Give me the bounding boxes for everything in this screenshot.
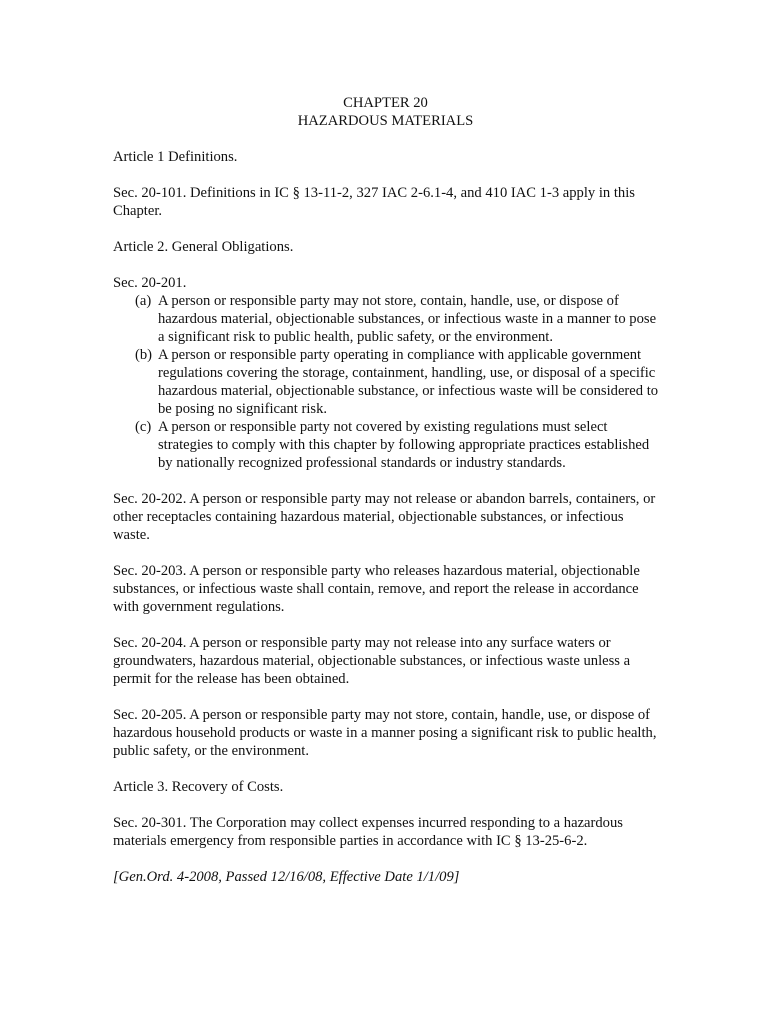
list-item [113, 418, 663, 472]
list-item-text: A person or responsible party operating in compliance with applicable government regulations covering the storage, containment, handling, use, or disposal of a specific hazardous material, objectionable substance, or infectious waste will be considered to be posing no significant risk. [158, 347, 659, 417]
section-20-204: Sec. 20-204. A person or responsible party may not release into any surface waters or groundwaters, hazardous material, objectionable substances, or infectious waste unless a permit for the release has been obtained. [113, 635, 631, 687]
list-item-text: A person or responsible party not covered by existing regulations must select strategies to comply with this chapter by following appropriate practices established by nationally recognized professional standards or industry standards. [158, 419, 650, 471]
section-20-203: Sec. 20-203. A person or responsible party who releases hazardous material, objectionable substances, or infectious waste shall contain, remove, and report the release in accordance with government regulations. [113, 563, 640, 615]
list-item-text: A person or responsible party may not store, contain, handle, use, or dispose of hazardous material, objectionable substances, or infectious waste in a manner to pose a significant risk to public health, public safety, or the environment. [158, 293, 657, 345]
document-page [113, 94, 663, 886]
list-item [113, 346, 663, 418]
ordinance-citation: [Gen.Ord. 4-2008, Passed 12/16/08, Effective Date 1/1/09] [113, 869, 460, 885]
list-marker: (b) [135, 347, 153, 363]
chapter-number: CHAPTER 20 [343, 95, 428, 111]
section-20-202: Sec. 20-202. A person or responsible party may not release or abandon barrels, containers, or other receptacles containing hazardous material, objectionable substances, or infectious waste. [113, 491, 656, 543]
section-20-301: Sec. 20-301. The Corporation may collect expenses incurred responding to a hazardous materials emergency from responsible parties in accordance with IC § 13-25-6-2. [113, 815, 623, 849]
article-3-heading: Article 3. Recovery of Costs. [113, 779, 284, 795]
section-20-201-list [113, 292, 663, 472]
chapter-title: HAZARDOUS MATERIALS [297, 113, 474, 129]
section-20-201-label: Sec. 20-201. [113, 275, 187, 291]
list-marker: (a) [135, 293, 152, 309]
section-20-101: Sec. 20-101. Definitions in IC § 13-11-2, 327 IAC 2-6.1-4, and 410 IAC 1-3 apply in this Chapter. [113, 185, 635, 219]
list-marker: (c) [135, 419, 152, 435]
list-item [113, 292, 663, 346]
section-20-205: Sec. 20-205. A person or responsible party may not store, contain, handle, use, or dispose of hazardous household products or waste in a manner posing a significant risk to public health, public safety, or the environment. [113, 707, 657, 759]
article-1-heading: Article 1 Definitions. [113, 149, 238, 165]
article-2-heading: Article 2. General Obligations. [113, 239, 294, 255]
